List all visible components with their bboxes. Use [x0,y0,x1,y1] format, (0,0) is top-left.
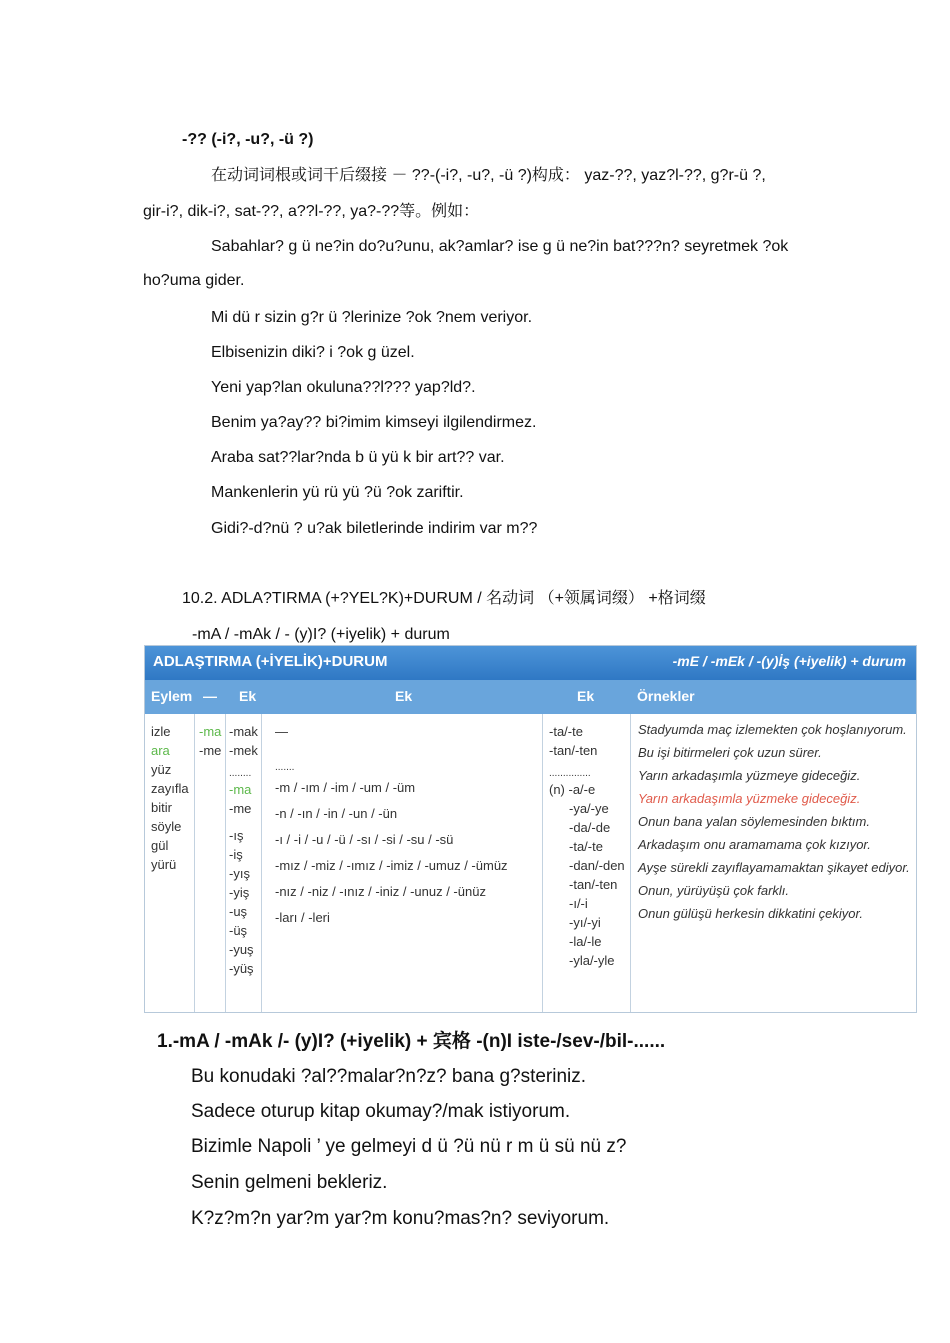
example: Arkadaşım onu aramamama çok kızıyor. [638,837,871,852]
example-sentence: Sadece oturup kitap okumay?/mak istiyorum. [191,1101,571,1122]
suffix: -iş [229,847,243,862]
spacer [229,818,258,826]
intro-line: 在动词词根或词干后缀接 － ??-(-i?, -u?, -ü ?)构成： yaz-??, yaz?l-??, g?r-ü ?, [211,167,766,184]
suffix: -uş [229,904,248,919]
suffix: -yiş [229,885,250,900]
case-suffix: -tan/-ten [569,877,618,892]
example-sentence: Bu konudaki ?al??malar?n?z? bana g?steriniz. [191,1066,587,1087]
verb: gül [151,838,169,853]
col-header-suffix: Ek [239,688,257,704]
col-header-suffix: Ek [577,688,595,704]
example-sentence: Bizimle Napoli ’ ye gelmeyi d ü ?ü nü r m ü sü nü z? [191,1136,627,1157]
verb: zayıfla [151,781,189,796]
example-sentence: Gidi?-d?nü ? u?ak biletlerinde indirim var m?? [211,520,538,537]
verb-list [151,722,189,874]
col-header-examples: Örnekler [637,688,695,704]
example: Onun, yürüyüşü çok farklı. [638,883,790,898]
example-sentence: Benim ya?ay?? bi?imim kimseyi ilgilendirmez. [211,414,537,431]
case-suffix: -yı/-yi [569,915,601,930]
possessive-row: -n / -ın / -in / -un / -ün [275,806,398,821]
example-sentence: Yeni yap?lan okuluna??l??? yap?ld?. [211,379,476,396]
verb: yürü [151,857,177,872]
dash: — [275,724,288,739]
possessive-row: -nız / -niz / -ınız / -iniz / -unuz / -ünüz [275,884,486,899]
possessive-row: -ı / -i / -u / -ü / -sı / -si / -su / -sü [275,832,454,847]
suffix: -me [199,743,222,758]
example-sentence: K?z?m?n yar?m yar?m konu?mas?n? seviyorum. [191,1208,610,1229]
suffix-list [199,722,221,760]
possessive-row: -m / -ım / -im / -um / -üm [275,780,416,795]
example-sentence: Araba sat??lar?nda b ü yü k bir art?? var. [211,449,505,466]
suffix: -mek [229,743,258,758]
suffix: -me [229,801,252,816]
verb: söyle [151,819,182,834]
table-title: ADLAŞTIRMA (+İYELİK)+DURUM [153,653,388,670]
example: Stadyumda maç izlemekten çok hoşlanıyorum. [638,722,907,737]
case-suffix: -da/-de [569,820,611,835]
case-suffix: -ya/-ye [569,801,609,816]
example-sentence: Sabahlar? g ü ne?in do?u?unu, ak?amlar? ise g ü ne?in bat???n? seyretmek ?ok [211,238,789,255]
dots: ....... [275,762,295,773]
case-suffix: -yla/-yle [569,953,615,968]
example: Yarın arkadaşımla yüzmeye gideceğiz. [638,768,861,783]
example: Ayşe sürekli zayıflayamamaktan şikayet ediyor. [638,860,910,875]
suffix: -ma [199,724,222,739]
example: Onun gülüşü herkesin dikkatini çekiyor. [638,906,863,921]
example: Yarın arkadaşımla yüzmeke gideceğiz. [638,791,861,806]
table-title-bar [145,646,916,680]
suffix-list [229,722,258,978]
case-suffix: -dan/-den [569,858,625,873]
example-sentence: Elbisenizin diki? i ?ok g üzel. [211,344,415,361]
possessive-row: -mız / -miz / -ımız / -imiz / -umuz / -ümüz [275,858,508,873]
grammar-table [144,645,917,1013]
section-heading: 10.2. ADLA?TIRMA (+?YEL?K)+DURUM / 名动词 （+领属词缀） +格词缀 [182,590,706,607]
section-heading: 1.-mA / -mAk /- (y)I? (+iyelik) + 宾格 -(n)I iste-/sev-/bil-...... [157,1031,666,1052]
suffix: -yüş [229,961,254,976]
case-suffix: (n) -a/-e [549,782,596,797]
examples-list [638,718,910,925]
case-suffix-list [549,722,625,970]
case-suffix: -ta/-te [569,839,603,854]
suffix: -yuş [229,942,254,957]
example: Onun bana yalan söylemesinden bıktım. [638,814,870,829]
suffix: -ma [229,782,252,797]
example: Bu işi bitirmeleri çok uzun sürer. [638,745,822,760]
suffix: -mak [229,724,258,739]
col-header-suffix: Ek [395,688,413,704]
example-sentence: Senin gelmeni bekleriz. [191,1172,388,1193]
col-header-verb: Eylem [151,688,193,704]
example-sentence: ho?uma gider. [143,272,245,289]
possessive-list [275,722,508,931]
table-title-suffix: -mE / -mEk / -(y)İş (+iyelik) + durum [672,653,906,669]
possessive-row: -ları / -leri [275,910,330,925]
example-sentence: Mi dü r sizin g?r ü ?lerinize ?ok ?nem veriyor. [211,309,533,326]
section-heading: -?? (-i?, -u?, -ü ?) [182,131,314,148]
suffix: -üş [229,923,248,938]
case-suffix: -tan/-ten [549,743,598,758]
case-suffix: -la/-le [569,934,602,949]
verb: izle [151,724,171,739]
suffix: -yış [229,866,250,881]
intro-line: gir-i?, dik-i?, sat-??, a??l-??, ya?-??等。例如： [143,203,480,220]
table-header-row [145,680,916,714]
verb: bitir [151,800,172,815]
col-header-dash: — [203,688,217,704]
example-sentence: Mankenlerin yü rü yü ?ü ?ok zariftir. [211,484,464,501]
suffix: -ış [229,828,244,843]
section-subheading: -mA / -mAk / - (y)I? (+iyelik) + durum [192,626,450,643]
dots: ........ [229,768,252,779]
case-suffix: -ı/-i [569,896,588,911]
dots: ............... [549,768,591,779]
verb: yüz [151,762,172,777]
case-suffix: -ta/-te [549,724,583,739]
verb: ara [151,743,170,758]
